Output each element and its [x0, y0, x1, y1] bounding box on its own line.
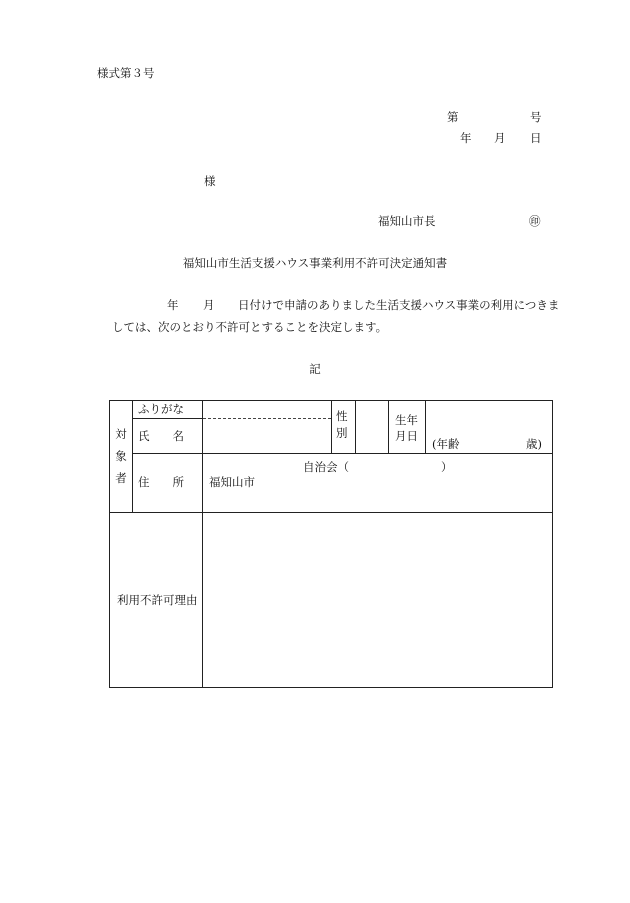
- name-label: 氏 名: [138, 429, 184, 443]
- address-prefix: 福知山市: [209, 475, 255, 489]
- table-divider: [355, 401, 356, 453]
- date-day-label: 日: [530, 131, 542, 145]
- address-label: 住 所: [138, 475, 184, 489]
- recipient-honorific: 様: [204, 174, 216, 188]
- gender-label-bottom: 別: [336, 426, 348, 440]
- form-number: 様式第３号: [97, 66, 155, 80]
- subject-label-char: 者: [115, 471, 127, 485]
- doc-number-prefix: 第: [447, 110, 459, 124]
- document-title: 福知山市生活支援ハウス事業利用不許可決定通知書: [182, 256, 448, 270]
- gender-label-top: 性: [336, 409, 348, 423]
- birth-label-top: 生年: [395, 413, 418, 427]
- table-divider: [132, 453, 553, 454]
- body-month-label: 月: [203, 298, 215, 312]
- doc-number-suffix: 号: [530, 110, 542, 124]
- reason-label: 利用不許可理由: [117, 593, 198, 607]
- furigana-dashed-line: [203, 418, 331, 419]
- date-year-label: 年: [460, 131, 472, 145]
- body-text-line-2: しては、次のとおり不許可とすることを決定します。: [112, 320, 388, 334]
- table-divider: [132, 418, 202, 419]
- table-divider: [331, 401, 332, 453]
- issuer-title: 福知山市長: [378, 214, 436, 228]
- subject-info-table: [109, 400, 553, 688]
- age-open-label: (年齢: [432, 437, 460, 451]
- ki-heading: 記: [309, 362, 321, 376]
- body-year-label: 年: [167, 298, 179, 312]
- furigana-label: ふりがな: [138, 402, 184, 416]
- table-divider: [425, 401, 426, 453]
- date-month-label: 月: [494, 131, 506, 145]
- issuer-seal-mark: ㊞: [529, 214, 541, 228]
- neighborhood-label: 自治会（ ）: [303, 460, 453, 474]
- body-text-line-1: 日付けで申請のありました生活支援ハウス事業の利用につきま: [238, 298, 560, 312]
- age-close-label: 歳): [526, 437, 542, 451]
- birth-label-bottom: 月日: [395, 429, 418, 443]
- subject-label-char: 対: [115, 427, 127, 441]
- subject-label-char: 象: [115, 449, 127, 463]
- table-divider: [110, 512, 553, 513]
- table-divider: [388, 401, 389, 453]
- table-divider: [202, 401, 203, 688]
- subject-label: [114, 429, 128, 495]
